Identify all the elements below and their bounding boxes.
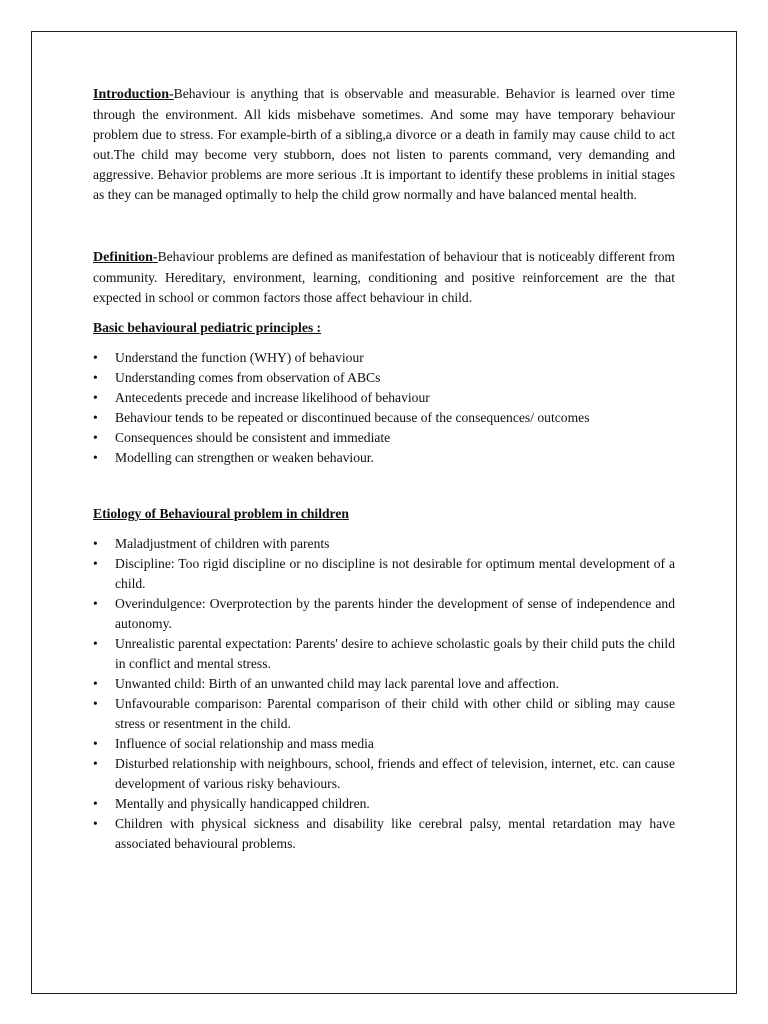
document-body (93, 84, 675, 854)
list-item: • Understanding comes from observation of ABCs (93, 368, 675, 388)
introduction-heading: Introduction- (93, 87, 174, 102)
list-item: • Unrealistic parental expectation: Parents' desire to achieve scholastic goals by their child puts the child in conflict and mental stress. (93, 634, 675, 674)
list-item: • Mentally and physically handicapped children. (93, 794, 675, 814)
list-item: • Behaviour tends to be repeated or discontinued because of the consequences/ outcomes (93, 408, 675, 428)
introduction-text: Behaviour is anything that is observable and measurable. Behavior is learned over time through the environment. All kids misbehave sometimes. And some may have temporary behaviour problem due to stress. For example-birth of a sibling,a divorce or a death in family may cause child to act out.The child may become very stubborn, does not listen to parents command, very demanding and aggressive. Behavior problems are more serious .It is important to identify these problems in initial stages as they can be managed optimally to help the child grow normally and have balanced mental health. (93, 86, 675, 202)
definition-paragraph (93, 247, 675, 308)
list-item: • Understand the function (WHY) of behaviour (93, 348, 675, 368)
list-item: • Unfavourable comparison: Parental comparison of their child with other child or sibling may cause stress or resentment in the child. (93, 694, 675, 734)
introduction-paragraph (93, 84, 675, 205)
list-item: • Influence of social relationship and mass media (93, 734, 675, 754)
etiology-heading: Etiology of Behavioural problem in children (93, 506, 349, 521)
list-item: • Overindulgence: Overprotection by the parents hinder the development of sense of independence and autonomy. (93, 594, 675, 634)
list-item: • Antecedents precede and increase likelihood of behaviour (93, 388, 675, 408)
list-item: • Discipline: Too rigid discipline or no discipline is not desirable for optimum mental development of a child. (93, 554, 675, 594)
principles-list (93, 348, 675, 468)
definition-heading: Definition- (93, 250, 158, 265)
list-item: • Children with physical sickness and disability like cerebral palsy, mental retardation may have associated behavioural problems. (93, 814, 675, 854)
principles-heading: Basic behavioural pediatric principles : (93, 320, 322, 335)
list-item: • Unwanted child: Birth of an unwanted child may lack parental love and affection. (93, 674, 675, 694)
list-item: • Consequences should be consistent and immediate (93, 428, 675, 448)
list-item: • Maladjustment of children with parents (93, 534, 675, 554)
list-item: • Modelling can strengthen or weaken behaviour. (93, 448, 675, 468)
list-item: • Disturbed relationship with neighbours, school, friends and effect of television, internet, etc. can cause development of various risky behaviours. (93, 754, 675, 794)
etiology-list (93, 534, 675, 854)
definition-text: Behaviour problems are defined as manifestation of behaviour that is noticeably different from community. Hereditary, environment, learning, conditioning and positive reinforcement are the that expected in school or common factors those affect behaviour in child. (93, 249, 675, 305)
